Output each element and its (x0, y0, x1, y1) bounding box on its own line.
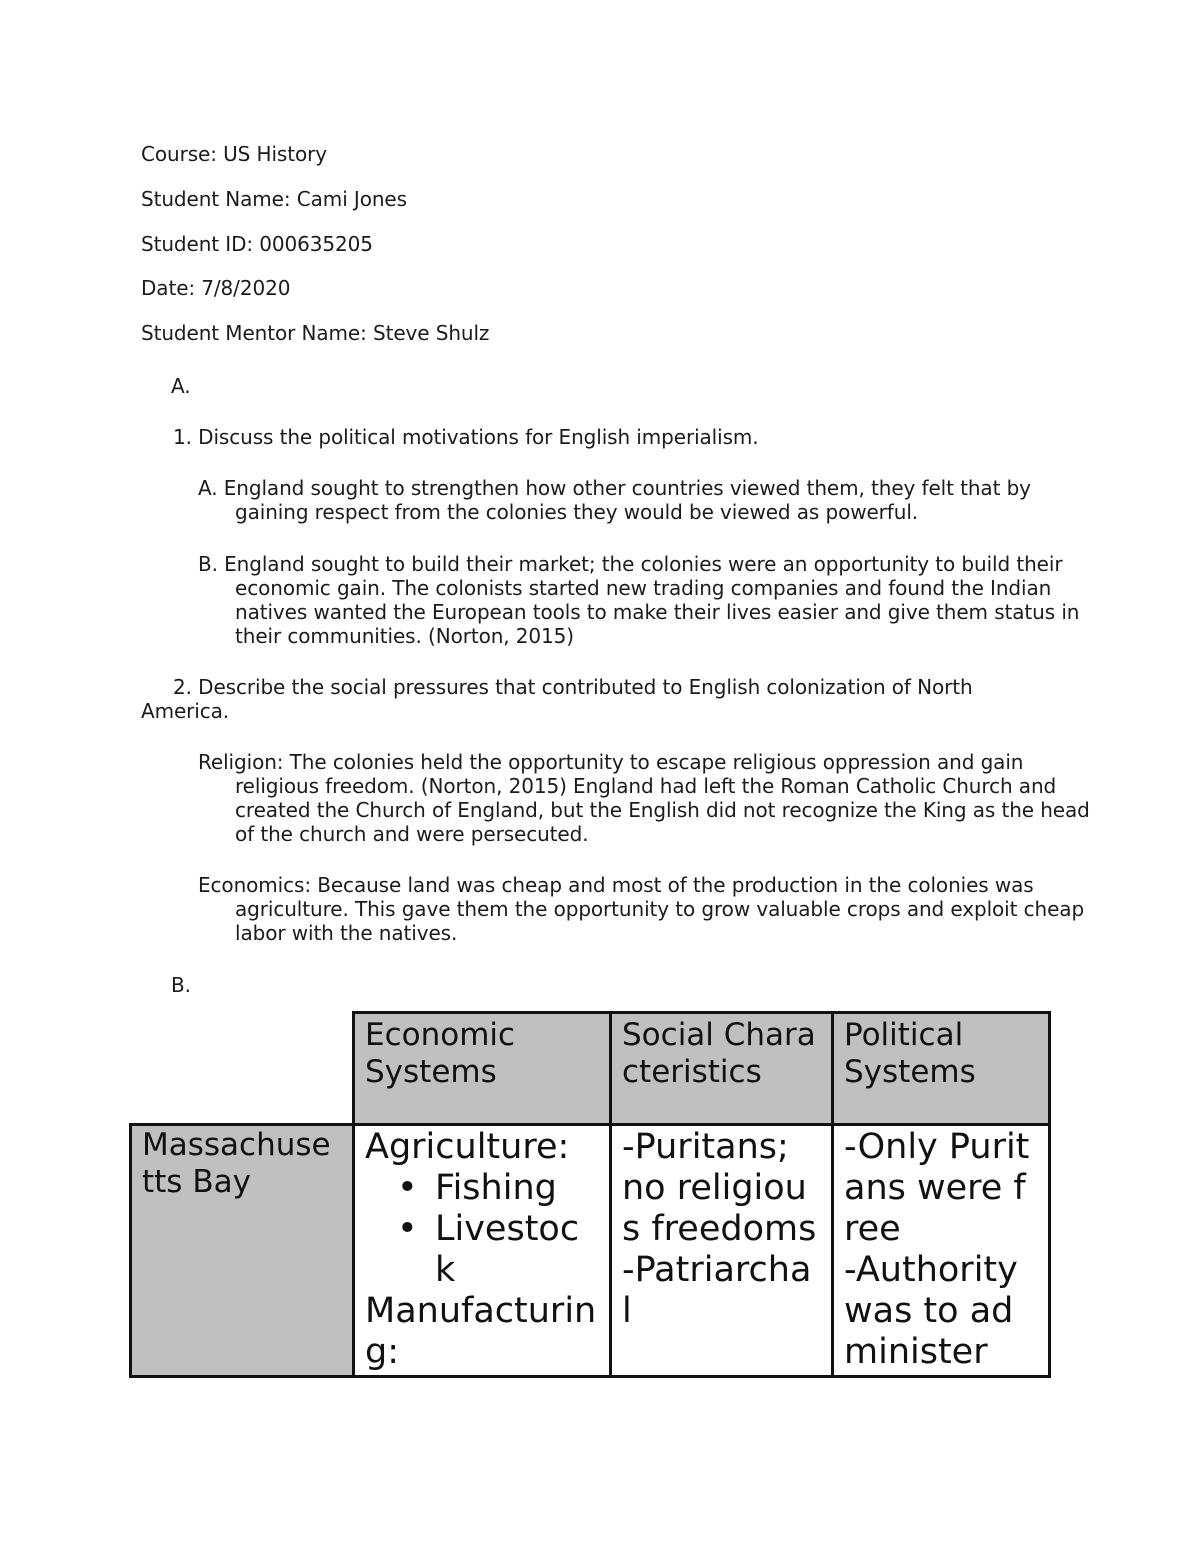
manufacturing-label: Manufacturing: (365, 1291, 597, 1372)
social-item-patriarchal: -Patriarchal (622, 1250, 812, 1331)
course-line: Course: US History (141, 142, 327, 166)
bullet-icon: • (397, 1168, 418, 1208)
political-item-puritans-free: -Only Puritans were free (844, 1127, 1030, 1249)
q1-answer-a-text: England sought to strengthen how other countries viewed them, they felt that by gaining respect from the colonies they would be viewed as powerful. (223, 476, 1031, 524)
q1-answer-b (198, 552, 1105, 648)
cell-political-systems (833, 1125, 1050, 1377)
header-economic-systems: Economic Systems (354, 1013, 611, 1125)
q1-answer-a (198, 476, 1085, 524)
question-1: 1. Discuss the political motivations for English imperialism. (173, 425, 759, 449)
colonies-table (129, 1011, 1051, 1378)
header-social-characteristics: Social Characteristics (611, 1013, 833, 1125)
section-b-heading: B. (171, 973, 191, 997)
q2-answer-economics: Economics: Because land was cheap and most of the production in the colonies was agriculture. This gave them the opportunity to grow valuable crops and exploit cheap labor with the natives. (198, 873, 1085, 945)
bullet-fishing: Fishing (435, 1168, 557, 1208)
question-2: 2. Describe the social pressures that contributed to English colonization of North America. (141, 675, 973, 723)
agriculture-label: Agriculture: (365, 1127, 570, 1167)
row-label-massachusetts-bay: Massachusetts Bay (131, 1125, 354, 1377)
table-corner-cell (131, 1013, 354, 1125)
header-political-systems: Political Systems (833, 1013, 1050, 1125)
cell-social-characteristics (611, 1125, 833, 1377)
section-a-heading: A. (171, 374, 191, 398)
table-header-row (131, 1013, 1050, 1125)
student-id-line: Student ID: 000635205 (141, 232, 373, 256)
date-line: Date: 7/8/2020 (141, 276, 291, 300)
q1-answer-b-text: England sought to build their market; the colonies were an opportunity to build their economic gain. The colonists started new trading companies and found the Indian natives wanted the European tools to make their lives easier and give them status in their communities. (Norton, 2015) (224, 552, 1080, 648)
bullet-livestock: Livestock (435, 1209, 580, 1290)
bullet-icon: • (397, 1209, 418, 1249)
social-item-puritans: -Puritans; no religious freedoms (622, 1127, 817, 1249)
q1-answer-b-label: B. (198, 552, 225, 576)
mentor-line: Student Mentor Name: Steve Shulz (141, 321, 490, 345)
political-item-authority: -Authority was to administer (844, 1250, 1018, 1372)
list-item (365, 1168, 599, 1209)
list-item (365, 1209, 599, 1291)
q1-answer-a-label: A. (198, 476, 224, 500)
table-row (131, 1125, 1050, 1377)
student-name-line: Student Name: Cami Jones (141, 187, 407, 211)
q2-answer-religion: Religion: The colonies held the opportunity to escape religious oppression and gain religious freedom. (Norton, 2015) England had left the Roman Catholic Church and created the Church of England, but the English did not recognize the King as the head of the church and were persecuted. (198, 750, 1090, 846)
cell-economic-systems (354, 1125, 611, 1377)
